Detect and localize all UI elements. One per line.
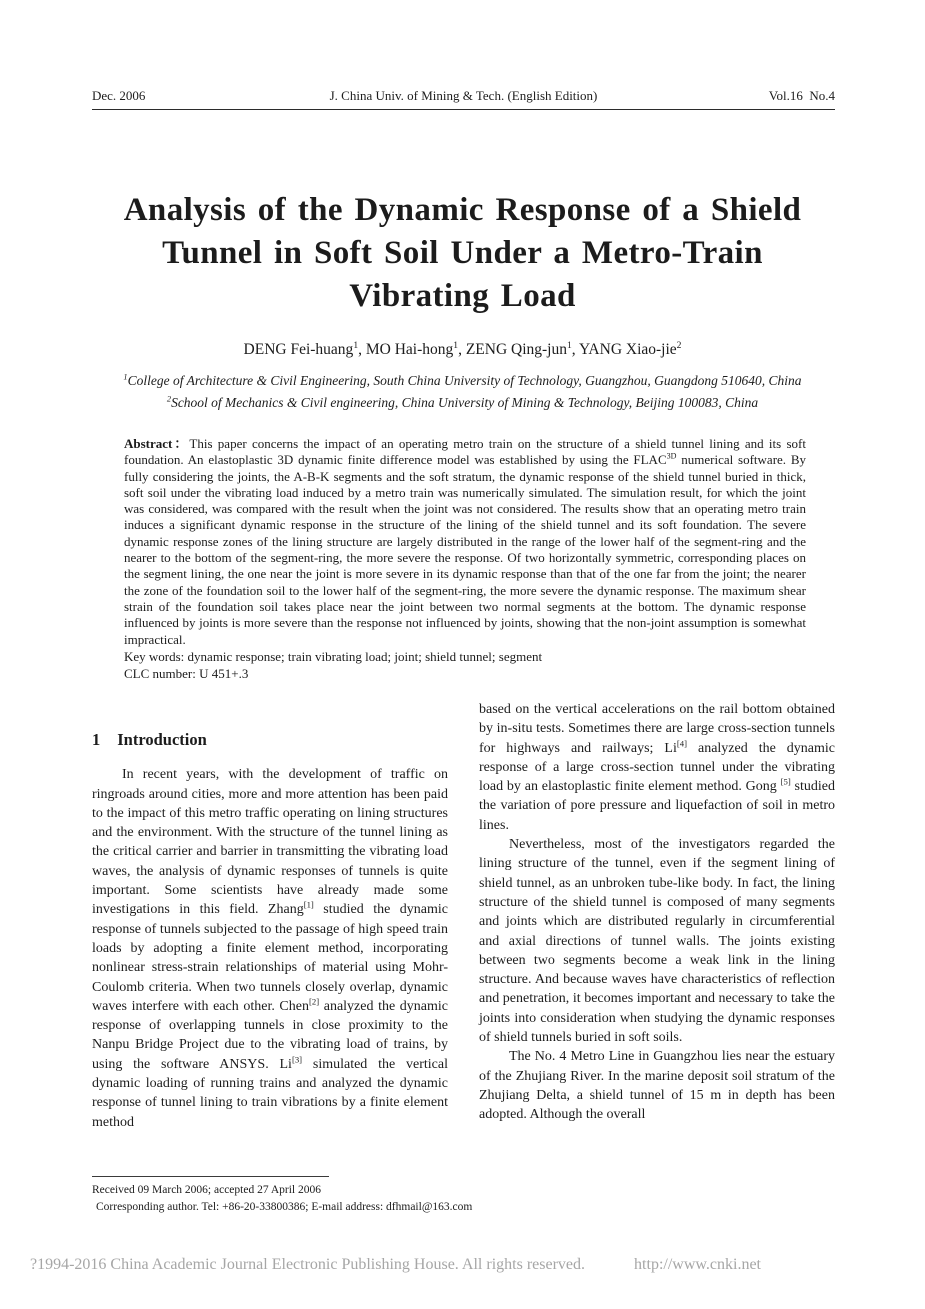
- affiliation-text: College of Architecture & Civil Engineering, South China University of Technology, Guangzhou, Guangdong 510640, China: [127, 373, 802, 388]
- clc-value: U 451+.3: [199, 666, 249, 682]
- intro-paragraph-1: In recent years, with the development of traffic on ringroads around cities, more and more attention has been paid to the impact of this metro traffic operating on lining structures and the environment. With the structure of the tunnel lining as the critical carrier and barrier in transmitting the vibrating load waves, the analysis of dynamic responses of tunnels is quite important. Some scientists have already made some investigations in this field. Zhang[1] studied the dynamic response of tunnels subjected to the passage of high speed train loads by adopting a finite element method, incorporating nonlinear stress-strain relationships of material using Mohr-Coulomb criteria. When two tunnels closely overlap, dynamic waves interfere with each other. Chen[2] analyzed the dynamic response of overlapping tunnels in close proximity to the Nanpu Bridge Project due to the vibrating load of trains, by using the software ANSYS. Li[3] simulated the vertical dynamic loading of running trains and analyzed the dynamic response of tunnel lining to train vibrations by a finite element method: [92, 767, 448, 1130]
- journal-volume: Vol.16 No.4: [768, 88, 835, 103]
- section-title: Introduction: [117, 730, 207, 749]
- watermark-text: ?1994-2016 China Academic Journal Electronic Publishing House. All rights reserved.: [30, 1256, 585, 1273]
- title-line: Vibrating Load: [349, 278, 576, 314]
- affiliation-marker: 1: [123, 372, 128, 382]
- abstract-section: [124, 436, 806, 682]
- corresponding-author-note: Corresponding author. Tel: +86-20-33800386; E-mail address: dfhmail@163.com: [96, 1200, 473, 1213]
- header-divider: [92, 109, 835, 110]
- received-note: Received 09 March 2006; accepted 27 April 2006: [92, 1184, 321, 1196]
- right-column: [479, 700, 835, 1132]
- journal-date: Dec. 2006: [92, 88, 146, 103]
- journal-name: J. China Univ. of Mining & Tech. (English Edition): [329, 88, 598, 103]
- journal-header: [92, 88, 835, 104]
- affiliation-line: [0, 370, 925, 392]
- abstract-paragraph: Abstract：This paper concerns the impact of an operating metro train on the structure of a shield tunnel lining and its soft foundation. An elastoplastic 3D dynamic finite difference model was established by using the $FLAC^{3D}$ numerical software. By fully considering the joints, the A-B-K segments and the soft stratum, the dynamic response of the shield tunnel buried in thick, soft soil under the vibrating load induced by a metro train was numerically simulated. The simulation result, for which the joint was considered, was compared with the result when the joint was not considered. The results show that an operating metro train induces a significant dynamic response in the structure of the lining of the shield tunnel and its soft foundation. The severe dynamic response zones of the lining structure are largely distributed in the range of the lower half of the segment-ring and the nearer to the bottom of the segment-ring, the more severe the response. Of two horizontally symmetric, corresponding places on the segment lining, the one near the joint is more severe in its dynamic response than that of the one far from the joint; the nearer the zone of the foundation soil to the lower half of the segment-ring, the more severe the dynamic response. The maximum shear strain of the foundation soil takes place near the joint between two normal segments at the bottom. The dynamic response influenced by joints is more severe than the response not influenced by joints, showing that the non-joint assumption is somewhat impractical.: [124, 436, 807, 647]
- footnote-divider: [92, 1176, 329, 1177]
- affiliation-text: School of Mechanics & Civil engineering, China University of Mining & Technology, Beijing 100083, China: [171, 395, 759, 410]
- affiliations: [0, 370, 925, 414]
- clc-label: CLC number:: [124, 666, 196, 682]
- intro-paragraph-4: The No. 4 Metro Line in Guangzhou lies near the estuary of the Zhujiang River. In the marine deposit soil stratum of the Zhujiang Delta, a shield tunnel of 15 m in depth has been adopted. Although the overall: [479, 1049, 835, 1123]
- left-column: [92, 700, 448, 1132]
- two-column-body: [92, 700, 835, 1132]
- footnotes: [92, 1176, 612, 1215]
- section-heading-introduction: [92, 730, 448, 749]
- watermark-bar: [30, 1256, 761, 1274]
- affiliation-line: [0, 392, 925, 414]
- clc-line: [124, 666, 806, 682]
- watermark-url: http://www.cnki.net: [634, 1256, 761, 1273]
- authors-line: DENG Fei-huang$^1$, MO Hai-hong$^1$, ZENG Qing-jun$^1$, YANG Xiao-jie$^2$: [243, 339, 682, 358]
- intro-paragraph-3: Nevertheless, most of the investigators regarded the lining structure of the tunnel, even if the segment lining of shield tunnel, as an unbroken tube-like body. In fact, the lining structure of the shield tunnel is composed of many segments and joints which are distributed regularly in circumferential and axial directions of tunnel walls. The joints existing between two segments become a weak link in the lining structure. And because waves have characteristics of reflection and penetration, it becomes important and necessary to take the joints into consideration when studying the dynamic responses of shield tunnels buried in soft soils.: [479, 837, 835, 1046]
- keywords-text: dynamic response; train vibrating load; joint; shield tunnel; segment: [187, 648, 543, 664]
- paper-title: [0, 189, 925, 318]
- keywords-line: [124, 649, 806, 665]
- keywords-label: Key words:: [124, 648, 185, 664]
- affiliation-marker: 2: [166, 394, 172, 404]
- intro-paragraph-2: based on the vertical accelerations on the rail bottom obtained by in-situ tests. Sometimes there are large cross-section tunnels for highways and railways; Li[4] analyzed the dynamic response of a large cross-section tunnel under the vibrating load by an elastoplastic finite element method. Gong [5] studied the variation of pore pressure and liquefaction of soil in metro lines.: [479, 702, 835, 833]
- title-line: Tunnel in Soft Soil Under a Metro-Train: [162, 235, 763, 271]
- section-number: 1: [92, 730, 101, 749]
- title-line: Analysis of the Dynamic Response of a Shield: [123, 192, 802, 228]
